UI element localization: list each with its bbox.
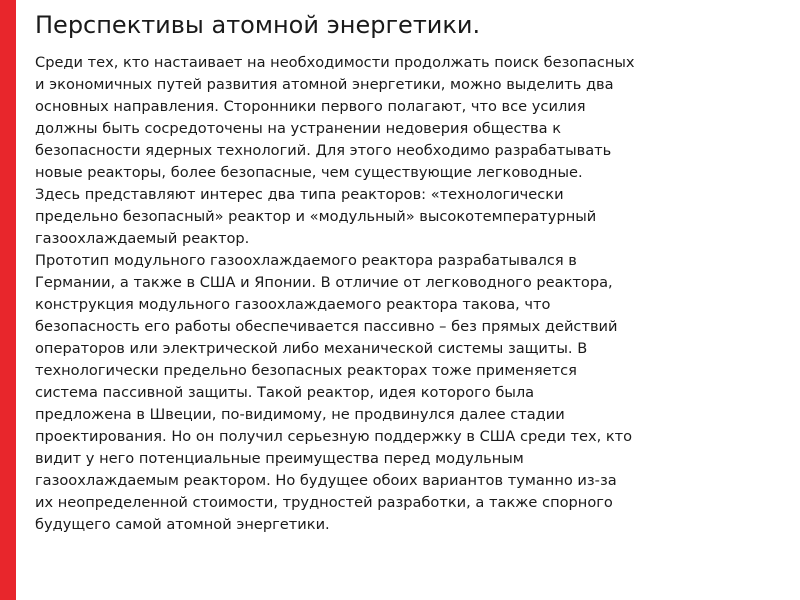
body-text-line: предложена в Швеции, по-видимому, не продвинулся далее стадии xyxy=(35,406,565,423)
body-text-line: и экономичных путей развития атомной энергетики, можно выделить два xyxy=(35,76,614,93)
body-text-line: будущего самой атомной энергетики. xyxy=(35,516,330,533)
body-text-line: видит у него потенциальные преимущества перед модульным xyxy=(35,450,524,467)
body-text-line: операторов или электрической либо механической системы защиты. В xyxy=(35,340,588,357)
body-text-line: Германии, а также в США и Японии. В отличие от легководного реактора, xyxy=(35,274,613,291)
body-text-line: их неопределенной стоимости, трудностей разработки, а также спорного xyxy=(35,494,613,511)
body-text-line: газоохлаждаемым реактором. Но будущее обоих вариантов туманно из-за xyxy=(35,472,617,489)
slide-body-text xyxy=(35,52,790,536)
body-text-line: система пассивной защиты. Такой реактор, идея которого была xyxy=(35,384,535,401)
body-text-line: технологически предельно безопасных реакторах тоже применяется xyxy=(35,362,577,379)
body-text-line: проектирования. Но он получил серьезную поддержку в США среди тех, кто xyxy=(35,428,633,445)
body-text-line: предельно безопасный» реактор и «модульный» высокотемпературный xyxy=(35,208,597,225)
body-text-line: Прототип модульного газоохлаждаемого реактора разрабатывался в xyxy=(35,252,577,269)
body-text-line: новые реакторы, более безопасные, чем существующие легководные. xyxy=(35,164,583,181)
body-text-line: безопасность его работы обеспечивается пассивно – без прямых действий xyxy=(35,318,618,335)
body-text-line: газоохлаждаемый реактор. xyxy=(35,230,250,247)
body-text-line: Здесь представляют интерес два типа реакторов: «технологически xyxy=(35,186,564,203)
body-text-line: Среди тех, кто настаивает на необходимости продолжать поиск безопасных xyxy=(35,54,635,71)
slide-title: Перспективы атомной энергетики. xyxy=(35,11,481,39)
body-text-line: должны быть сосредоточены на устранении недоверия общества к xyxy=(35,120,562,137)
body-text-line: конструкция модульного газоохлаждаемого реактора такова, что xyxy=(35,296,551,313)
body-text-line: безопасности ядерных технологий. Для этого необходимо разрабатывать xyxy=(35,142,612,159)
body-text-line: основных направления. Сторонники первого полагают, что все усилия xyxy=(35,98,586,115)
accent-bar xyxy=(0,0,16,600)
